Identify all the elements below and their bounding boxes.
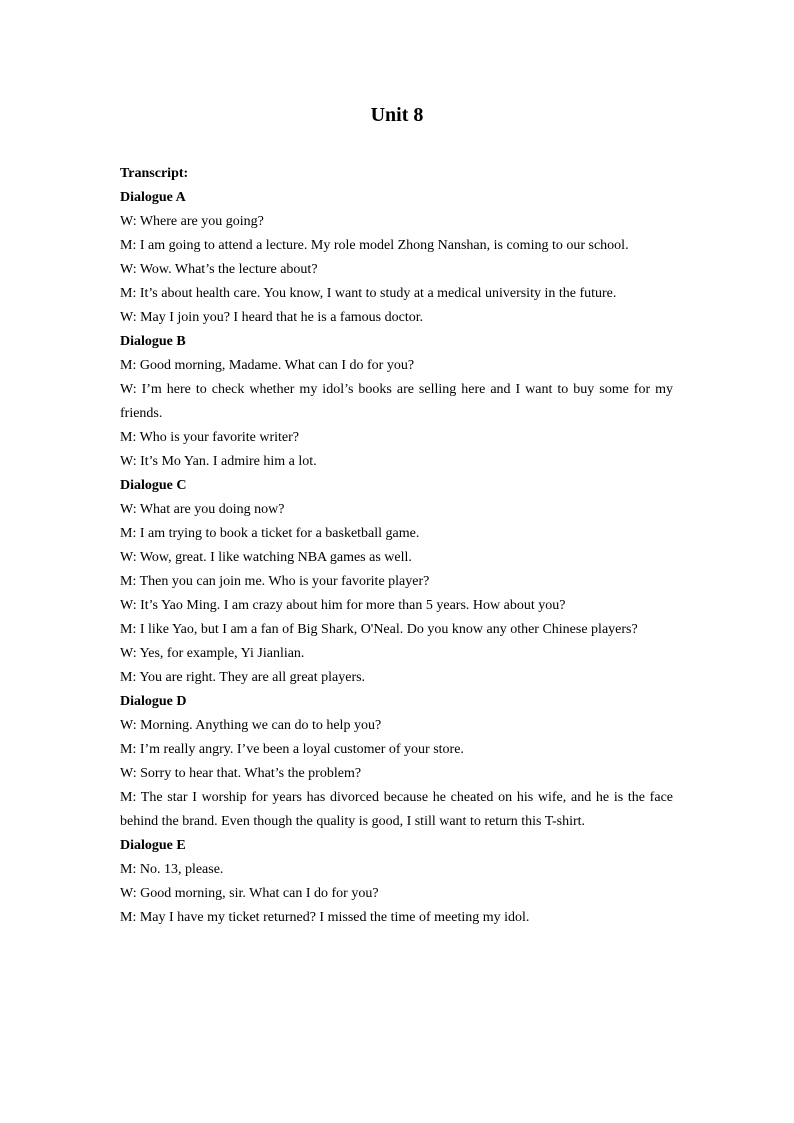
dialogue-line: M: It’s about health care. You know, I want to study at a medical university in the future. bbox=[120, 286, 617, 301]
dialogue-line: M: I like Yao, but I am a fan of Big Shark, O'Neal. Do you know any other Chinese players? bbox=[120, 622, 638, 637]
dialogue-line: W: Where are you going? bbox=[120, 214, 264, 229]
transcript-body bbox=[120, 162, 673, 930]
dialogue-line: W: Yes, for example, Yi Jianlian. bbox=[120, 646, 305, 661]
dialogue-line: M: Then you can join me. Who is your favorite player? bbox=[120, 574, 430, 589]
dialogue-line: M: I’m really angry. I’ve been a loyal customer of your store. bbox=[120, 742, 464, 757]
dialogue-line: M: No. 13, please. bbox=[120, 862, 224, 877]
dialogue-line: M: The star I worship for years has divorced because he cheated on his wife, and he is the face behind the brand. Even though the quality is good, I still want to return this T-shirt. bbox=[120, 790, 673, 829]
page-title: Unit 8 bbox=[370, 104, 424, 126]
dialogue-line: W: I’m here to check whether my idol’s books are selling here and I want to buy some for my friends. bbox=[120, 382, 673, 421]
dialogue-heading: Dialogue E bbox=[120, 838, 186, 853]
dialogue-heading: Dialogue C bbox=[120, 478, 187, 493]
dialogue-line: M: I am trying to book a ticket for a basketball game. bbox=[120, 526, 420, 541]
dialogue-line: W: Good morning, sir. What can I do for you? bbox=[120, 886, 379, 901]
dialogue-line: M: I am going to attend a lecture. My role model Zhong Nanshan, is coming to our school. bbox=[120, 238, 629, 253]
dialogue-line: W: Wow, great. I like watching NBA games as well. bbox=[120, 550, 412, 565]
dialogue-line: M: May I have my ticket returned? I missed the time of meeting my idol. bbox=[120, 910, 530, 925]
dialogue-line: W: It’s Mo Yan. I admire him a lot. bbox=[120, 454, 317, 469]
dialogue-line: W: Morning. Anything we can do to help you? bbox=[120, 718, 382, 733]
dialogue-line: W: Sorry to hear that. What’s the problem? bbox=[120, 766, 362, 781]
dialogue-heading: Dialogue B bbox=[120, 334, 186, 349]
dialogue-line: M: You are right. They are all great players. bbox=[120, 670, 366, 685]
dialogue-line: W: What are you doing now? bbox=[120, 502, 285, 517]
dialogue-line: W: May I join you? I heard that he is a famous doctor. bbox=[120, 310, 424, 325]
transcript-label: Transcript: bbox=[120, 166, 189, 181]
dialogue-line: M: Good morning, Madame. What can I do for you? bbox=[120, 358, 415, 373]
dialogue-line: W: It’s Yao Ming. I am crazy about him for more than 5 years. How about you? bbox=[120, 598, 566, 613]
dialogue-heading: Dialogue D bbox=[120, 694, 187, 709]
dialogue-heading: Dialogue A bbox=[120, 190, 186, 205]
dialogue-line: M: Who is your favorite writer? bbox=[120, 430, 299, 445]
dialogue-line: W: Wow. What’s the lecture about? bbox=[120, 262, 318, 277]
